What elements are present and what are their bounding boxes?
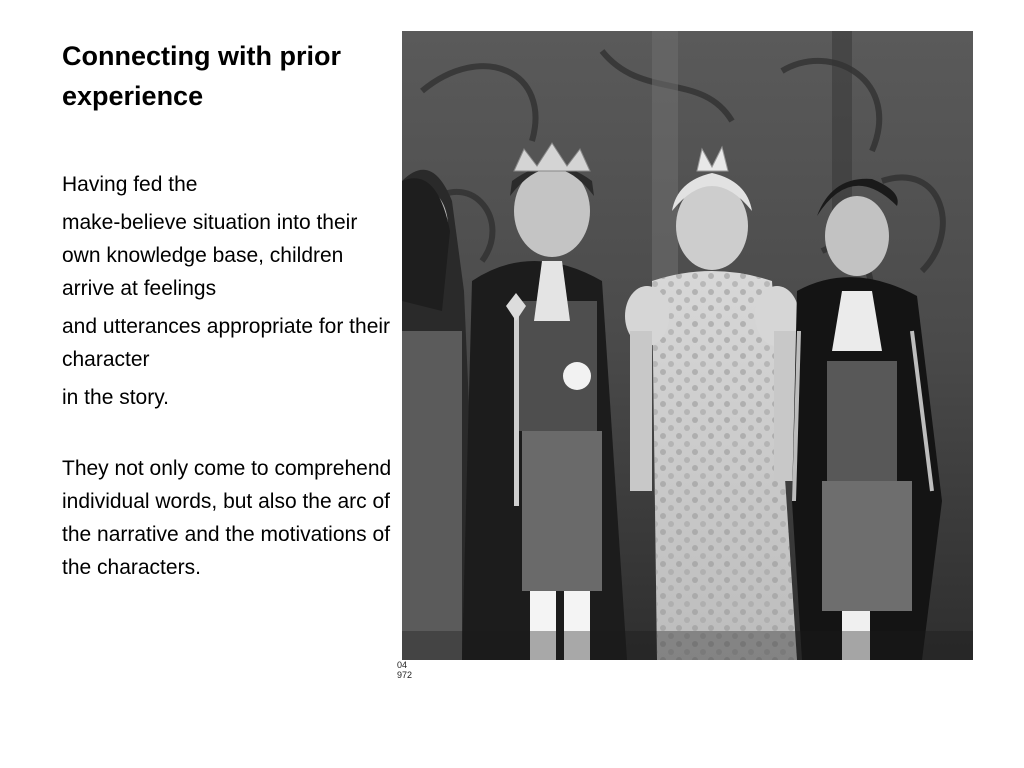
caption-line-1: 04 (397, 660, 408, 670)
photo-caption (397, 660, 427, 680)
caption-line-2: 972 (397, 670, 413, 680)
paragraph-5: They not only come to comprehend individual words, but also the arc of the narrative and the motivations of the characters. (62, 457, 392, 579)
slide-title: Connecting with prior experience (62, 41, 341, 111)
paragraph-2: make-believe situation into their own knowledge base, children arrive at feelings (62, 211, 358, 300)
paragraph-3: and utterances appropriate for their character (62, 315, 391, 371)
slide-body (62, 168, 392, 584)
paragraph-1: Having fed the (62, 173, 198, 196)
stage-photo (402, 31, 973, 660)
paragraph-4: in the story. (62, 386, 169, 409)
